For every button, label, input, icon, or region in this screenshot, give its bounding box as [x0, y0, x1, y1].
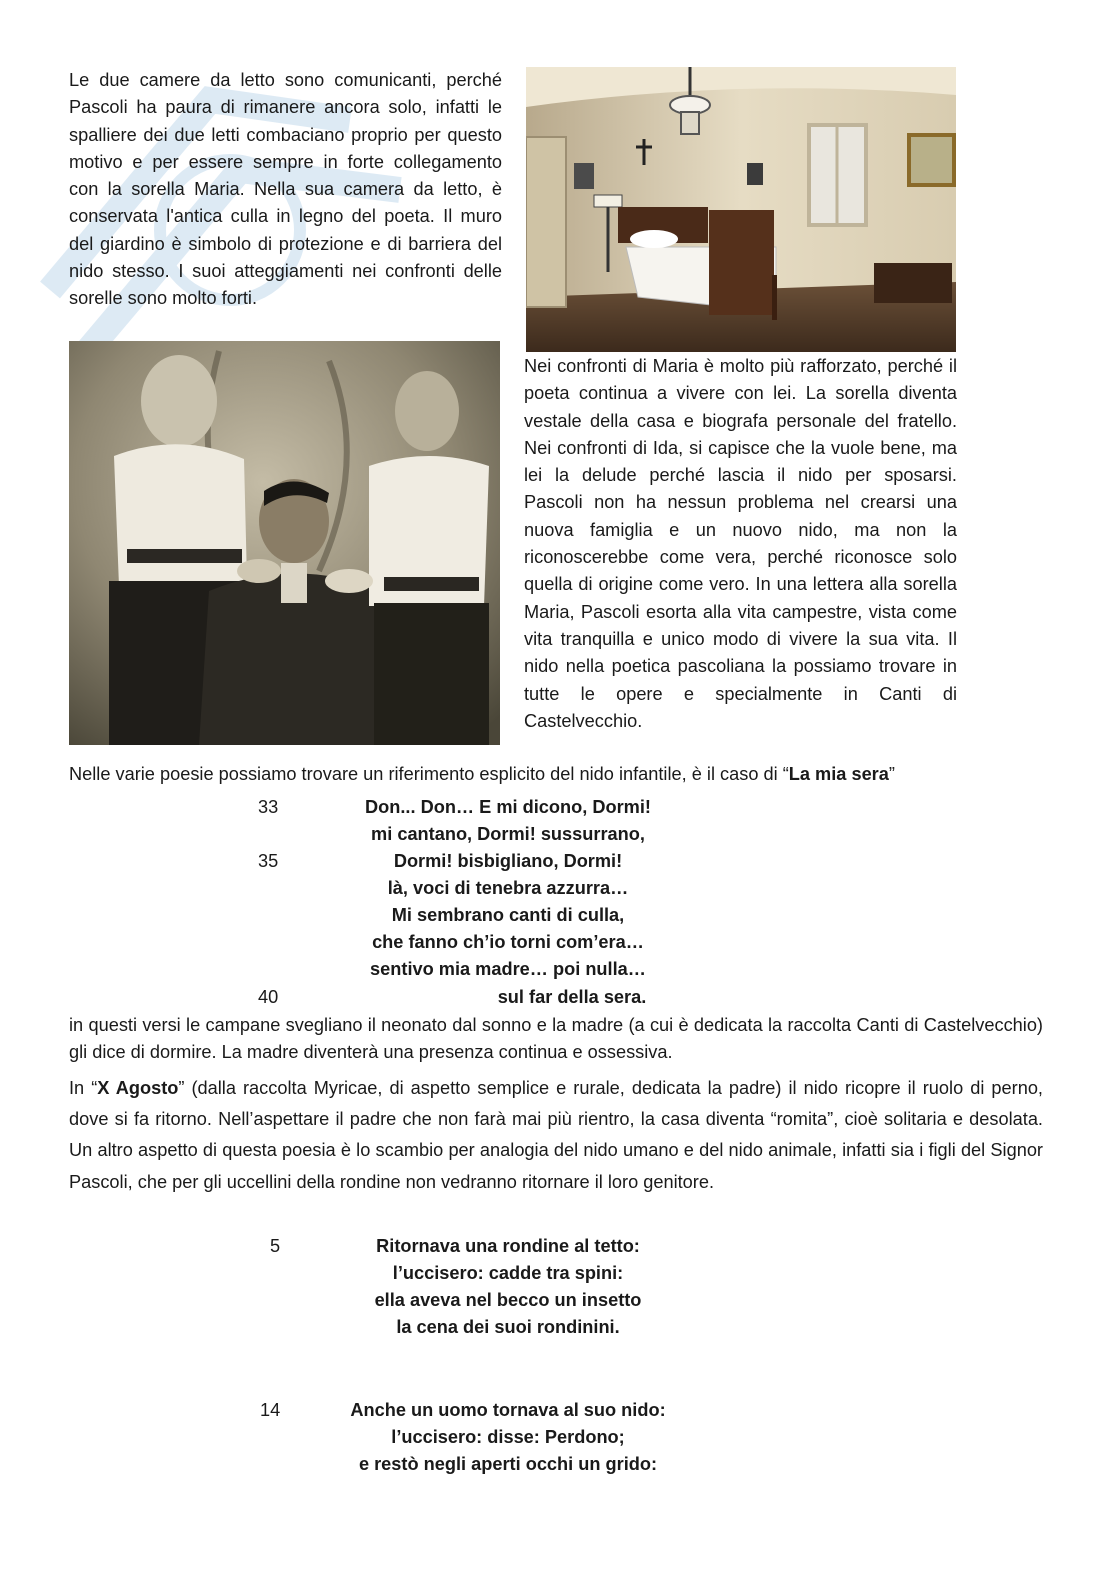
- x-agosto-prefix: In “: [69, 1078, 98, 1098]
- verse-line: sul far della sera.: [497, 987, 647, 1007]
- verse-line: Don... Don… E mi dicono, Dormi!: [365, 797, 651, 817]
- verse-number: 40: [258, 987, 279, 1007]
- verse-line: la cena dei suoi rondinini.: [396, 1317, 620, 1337]
- verse-line: là, voci di tenebra azzurra…: [387, 878, 629, 898]
- verse-line: ella aveva nel becco un insetto: [374, 1290, 642, 1310]
- verse-line: Ritornava una rondine al tetto:: [376, 1236, 640, 1256]
- maria-ida-paragraph: Nei confronti di Maria è molto più rafforzato, perché il poeta continua a vivere con lei. La sorella diventa vestale della casa e biografa personale del fratello. Nei confronti di Ida, si capisce che la vuole bene, ma lei la delude perché lascia il nido per sposarsi. Pascoli non ha nessun problema nel crearsi una nuova famiglia e un nuovo nido, ma non la riconoscerebbe come vera, perché riconosce solo quella di origine come vero. In una lettera alla sorella Maria, Pascoli esorta alla vita campestre, vista come vita tranquilla e unico modo di vivere la sua vita. Il nido nella poetica pascoliana la possiamo trovare in tutte le opere e specialmente in Canti di Castelvecchio.: [524, 356, 957, 731]
- verse-number: 14: [260, 1400, 281, 1420]
- verse-line: che fanno ch’io torni com’era…: [372, 932, 644, 952]
- verse-number: 35: [258, 851, 279, 871]
- verse-line: Anche un uomo tornava al suo nido:: [350, 1400, 666, 1420]
- verse-line: Mi sembrano canti di culla,: [391, 905, 625, 925]
- poem-title-la-mia-sera: La mia sera: [788, 764, 889, 784]
- family-photo: [69, 341, 500, 745]
- verse-line: l’uccisero: cadde tra spini:: [392, 1263, 624, 1283]
- verse-line: l’uccisero: disse: Perdono;: [391, 1427, 625, 1447]
- verse-line: mi cantano, Dormi! sussurrano,: [371, 824, 645, 844]
- bedroom-photo: [526, 67, 956, 352]
- intro-prefix: Nelle varie poesie possiamo trovare un riferimento esplicito del nido infantile, è il caso di “: [69, 764, 789, 784]
- verse-number: 5: [270, 1236, 281, 1256]
- verse-line: e restò negli aperti occhi un grido:: [358, 1454, 658, 1474]
- x-agosto-text: ” (dalla raccolta Myricae, di aspetto semplice e rurale, dedicata la padre) il nido ricopre il ruolo di perno, dove si fa ritorno. Nell’aspettare il padre che non farà mai più rientro, la casa diventa “romita”, cioè solitaria e desolata. Un altro aspetto di questa poesia è lo scambio per analogia del nido umano e del nido animale, infatti sia i figli del Signor Pascoli, che per gli uccellini della rondine non vedranno ritornare il loro genitore.: [69, 1078, 1043, 1192]
- commentary-la-mia-sera: in questi versi le campane svegliano il neonato dal sonno e la madre (a cui è dedicata la raccolta Canti di Castelvecchio) gli dice di dormire. La madre diventerà una presenza continua e ossessiva.: [69, 1015, 1043, 1063]
- intro-suffix: ”: [888, 764, 895, 784]
- commentary-x-agosto: [69, 1073, 1043, 1198]
- poem-title-x-agosto: X Agosto: [97, 1078, 179, 1098]
- poem-intro-line: [69, 761, 895, 788]
- verse-number: 33: [258, 797, 279, 817]
- verse-line: Dormi! bisbigliano, Dormi!: [393, 851, 623, 871]
- intro-paragraph: Le due camere da letto sono comunicanti, perché Pascoli ha paura di rimanere ancora solo, infatti le spalliere dei due letti combaciano proprio per questo motivo e per essere sempre in forte collegamento con la sorella Maria. Nella sua camera da letto, è conservata l'antica culla in legno del poeta. Il muro del giardino è simbolo di protezione e di barriera del nido stesso. I suoi atteggiamenti nei confronti delle sorelle sono molto forti.: [69, 70, 502, 309]
- verse-line: sentivo mia madre… poi nulla…: [370, 959, 646, 979]
